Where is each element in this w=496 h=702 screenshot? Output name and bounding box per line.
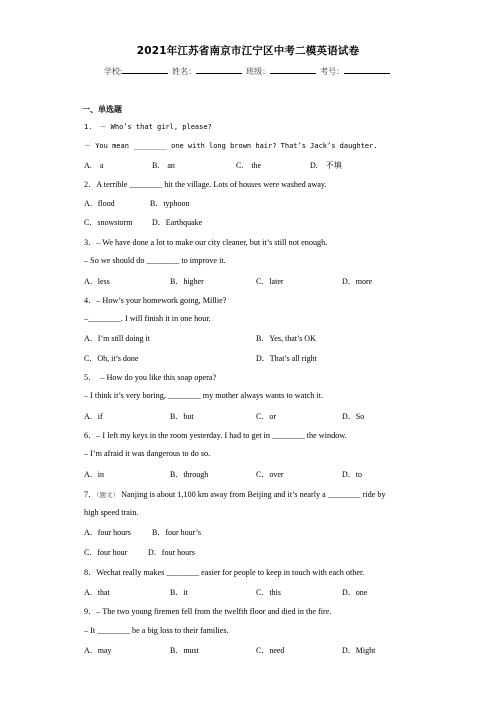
q3-stem-1: 3．– We have done a lot to make our city cleaner, but it’s still not enough. (84, 238, 328, 247)
q1-stem-2: － You mean ________ one with long brown hair? That’s Jack’s daughter. (84, 142, 378, 150)
q6-option-b[interactable]: B．through (170, 470, 209, 479)
q1-option-d[interactable]: D. 不填 (310, 161, 342, 170)
q7-number: 7． (84, 490, 97, 499)
q2-option-c[interactable]: C．snowstorm (84, 218, 133, 227)
school-label: 学校: (103, 67, 123, 76)
q5-option-a[interactable]: A．if (84, 412, 103, 421)
q4-option-b[interactable]: B．Yes, that’s OK (256, 334, 316, 343)
q3-option-b[interactable]: B．higher (170, 277, 204, 286)
q3-stem-2: – So we should do ________ to improve it. (84, 256, 226, 265)
q3-option-c[interactable]: C．later (256, 277, 284, 286)
q1-option-a[interactable]: A. a (84, 161, 104, 170)
q2-option-d[interactable]: D．Earthquake (152, 218, 203, 227)
q9-option-b[interactable]: B．must (170, 646, 199, 655)
q6-option-a[interactable]: A．in (84, 470, 104, 479)
q9-stem-2: – It ________ be a big loss to their families. (84, 626, 229, 635)
q9-option-c[interactable]: C．need (256, 646, 285, 655)
q8-option-a[interactable]: A．that (84, 588, 110, 597)
q7-option-b[interactable]: B．four hour’s (152, 528, 201, 537)
q8-option-b[interactable]: B．it (170, 588, 188, 597)
q6-stem-2: – I’m afraid it was dangerous to do so. (84, 449, 211, 458)
q3-option-a[interactable]: A．less (84, 277, 110, 286)
q2-option-a[interactable]: A．flood (84, 199, 115, 208)
exam-no-blank[interactable] (344, 66, 390, 74)
q4-option-d[interactable]: D．That’s all right (256, 354, 317, 363)
q1-option-c[interactable]: C. the (236, 161, 262, 170)
q5-stem-2: – I think it’s very boring, ________ my mother always wants to watch it. (84, 391, 323, 400)
q4-option-a[interactable]: A．I’m still doing it (84, 334, 150, 343)
q4-stem-1: 4．– How’s your homework going, Millie? (84, 296, 227, 305)
q7-option-a[interactable]: A．four hours (84, 528, 131, 537)
q2-option-b[interactable]: B．typhoon (150, 199, 190, 208)
q1-option-b[interactable]: B. an (152, 161, 175, 170)
q6-stem-1: 6．– I left my keys in the room yesterday. I had to get in ________ the window. (84, 431, 347, 440)
q7-tag: （题文） (96, 492, 120, 499)
q7-option-c[interactable]: C．four hour (84, 548, 128, 557)
q8-stem: 8．Wechat really makes ________ easier for people to keep in touch with each other. (84, 568, 365, 577)
class-label: 班级： (246, 67, 271, 76)
q7-stem-2: high speed train. (84, 508, 139, 517)
name-label: 姓名： (172, 67, 197, 76)
exam-title: 2021年江苏省南京市江宁区中考二模英语试卷 (136, 45, 360, 57)
q9-option-a[interactable]: A．may (84, 646, 112, 655)
q7-text: Nanjing is about 1,100 km away from Beijing and it’s nearly a ________ ride by (121, 490, 386, 499)
class-blank[interactable] (270, 66, 316, 74)
section-heading: 一、单选题 (82, 105, 122, 114)
q7-option-d[interactable]: D．four hours (148, 548, 195, 557)
name-blank[interactable] (196, 66, 242, 74)
q2-stem: 2．A terrible ________ hit the village. Lots of houses were washed away. (84, 180, 327, 189)
q9-stem-1: 9．– The two young firemen fell from the twelfth floor and died in the fire. (84, 607, 332, 616)
q5-stem-1: 5． – How do you like this soap opera? (84, 373, 217, 382)
q9-option-d[interactable]: D．Might (342, 646, 376, 655)
q4-stem-2: –________. I will finish it in one hour. (84, 314, 211, 323)
q5-option-c[interactable]: C．or (256, 412, 276, 421)
student-info-row (0, 66, 496, 77)
q5-option-d[interactable]: D．So (342, 412, 365, 421)
q3-option-d[interactable]: D．more (342, 277, 373, 286)
q8-option-d[interactable]: D．one (342, 588, 368, 597)
q7-stem-1 (84, 489, 386, 500)
exam-no-label: 考号： (320, 67, 345, 76)
school-blank[interactable] (122, 66, 168, 74)
q6-option-d[interactable]: D．to (342, 470, 362, 479)
q5-option-b[interactable]: B．but (170, 412, 194, 421)
q6-option-c[interactable]: C．over (256, 470, 284, 479)
q8-option-c[interactable]: C．this (256, 588, 281, 597)
q1-stem-1: 1. － Who’s that girl, please? (84, 123, 212, 131)
q4-option-c[interactable]: C．Oh, it’s done (84, 354, 139, 363)
